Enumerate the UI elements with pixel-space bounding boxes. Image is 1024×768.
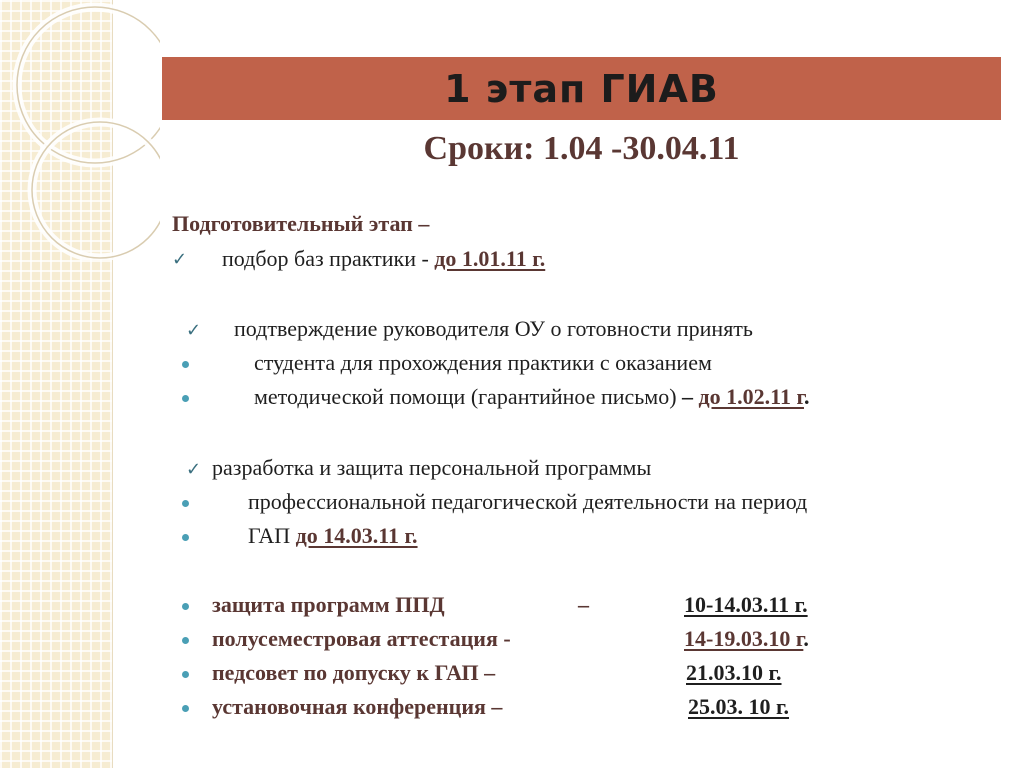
schedule-date: 21.03.10 г. <box>686 660 782 685</box>
item1-line <box>222 246 545 272</box>
item1-date: до 1.01.11 г. <box>434 246 546 271</box>
schedule-date: 10-14.03.11 г. <box>684 592 808 617</box>
check-icon: ✓ <box>186 459 202 480</box>
bullet-icon <box>182 603 189 610</box>
schedule-dash: – <box>578 592 589 617</box>
item2-period: . <box>803 384 810 409</box>
item3-line1: разработка и защита персональной программы <box>212 455 652 480</box>
item2-dash: – <box>682 384 694 409</box>
item1-text: подбор баз практики - <box>222 246 435 271</box>
bullet-icon <box>182 671 189 678</box>
slide-subtitle: Сроки: 1.04 -30.04.11 <box>423 130 740 167</box>
schedule-suffix: . <box>803 626 809 651</box>
check-icon: ✓ <box>186 320 202 341</box>
schedule-label: полусеместровая аттестация - <box>212 626 511 651</box>
schedule-label: педсовет по допуску к ГАП – <box>212 660 496 685</box>
item2-date: до 1.02.11 г <box>698 384 804 409</box>
prep-heading: Подготовительный этап – <box>172 211 430 236</box>
schedule-label: установочная конференция – <box>212 694 503 719</box>
bullet-icon <box>182 361 189 368</box>
schedule-date: 25.03. 10 г. <box>688 694 790 719</box>
bullet-icon <box>182 395 189 402</box>
schedule-label: защита программ ППД <box>212 592 445 617</box>
item2-line2: студента для прохождения практики с оказанием <box>254 350 712 375</box>
schedule-date: 14-19.03.10 г <box>684 626 804 651</box>
item3-line3-text: ГАП <box>248 523 296 548</box>
item2-line3-text: методической помощи (гарантийное письмо) <box>254 384 683 409</box>
bullet-icon <box>182 500 189 507</box>
bullet-icon <box>182 637 189 644</box>
check-icon: ✓ <box>172 249 188 270</box>
bullet-icon <box>182 534 189 541</box>
item3-line3 <box>248 523 418 549</box>
item2-line3 <box>254 384 809 410</box>
schedule-date-line <box>684 626 809 652</box>
item3-line2: профессиональной педагогической деятельности на период <box>248 489 808 514</box>
slide-title: 1 этап ГИАВ <box>444 66 719 111</box>
item3-date: до 14.03.11 г. <box>295 523 418 548</box>
bullet-icon <box>182 705 189 712</box>
item2-line1: подтверждение руководителя ОУ о готовности принять <box>234 316 753 341</box>
